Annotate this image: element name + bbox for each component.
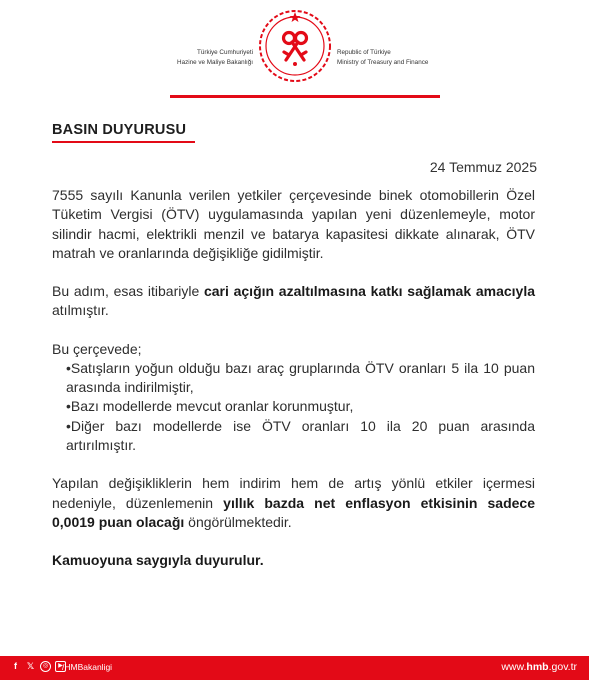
youtube-icon[interactable]: ▶	[55, 661, 66, 672]
footer-bar	[0, 656, 589, 680]
ministry-emblem-icon	[257, 8, 333, 84]
paragraph-purpose: Bu adım, esas itibariyle cari açığın azaltılmasına katkı sağlamak amacıyla atılmıştır.	[52, 283, 535, 319]
ministry-name-tr-line2: Hazine ve Maliye Bakanlığı	[177, 59, 253, 66]
ministry-name-en	[337, 48, 467, 68]
document-title: BASIN DUYURUSU	[52, 122, 187, 138]
list-item: •Bazı modellerde mevcut oranlar korunmuştur,	[66, 398, 354, 415]
header	[0, 8, 589, 98]
list-item: •Diğer bazı modellerde ise ÖTV oranları 10 ila 20 puan arasında artırılmıştır.	[66, 417, 535, 454]
ministry-name-tr	[140, 48, 253, 68]
closing-statement: Kamuoyuna saygıyla duyurulur.	[52, 552, 264, 569]
website-link[interactable]: www.hmb.gov.tr	[501, 661, 577, 673]
x-icon[interactable]: 𝕏	[26, 661, 35, 671]
ministry-name-en-line1: Republic of Türkiye	[337, 49, 391, 56]
measures-list	[52, 359, 535, 455]
social-handle[interactable]: /HMBakanligi	[62, 662, 113, 672]
social-icons	[10, 661, 66, 672]
header-divider	[170, 95, 440, 98]
purpose-emphasis: cari açığın azaltılmasına katkı sağlamak amacıyla	[203, 283, 535, 299]
title-underline	[52, 141, 195, 143]
instagram-icon[interactable]: ◎	[40, 661, 51, 672]
paragraph-framework-intro: Bu çerçevede;	[52, 340, 142, 357]
paragraph-inflation-effect: Yapılan değişikliklerin hem indirim hem de artış yönlü etkiler içermesi nedeniyle, düzenlemenin yıllık bazda net enflasyon etkisinin sadece 0,0019 puan olacağı öngörülmektedir.	[52, 475, 536, 530]
facebook-icon[interactable]: f	[14, 661, 17, 671]
document-body	[52, 186, 535, 571]
ministry-name-tr-line1: Türkiye Cumhuriyeti	[197, 49, 253, 56]
ministry-name-en-line2: Ministry of Treasury and Finance	[337, 59, 429, 66]
inflation-emphasis: yıllık bazda net enflasyon etkisinin sadece 0,0019 puan olacağı	[52, 494, 536, 530]
list-item: •Satışların yoğun olduğu bazı araç gruplarında ÖTV oranları 5 ila 10 puan arasında indirilmiştir,	[66, 359, 535, 396]
document-date: 24 Temmuz 2025	[429, 159, 537, 175]
paragraph-intro: 7555 sayılı Kanunla verilen yetkiler çerçevesinde binek otomobillerin Özel Tüketim Vergisi (ÖTV) uygulamasında yapılan yeni düzenlemeyle, motor silindir hacmi, elektrikli menzil ve batarya kapasitesi dikkate alınarak, ÖTV matrah ve oranlarında değişikliğe gidilmiştir.	[52, 187, 535, 261]
